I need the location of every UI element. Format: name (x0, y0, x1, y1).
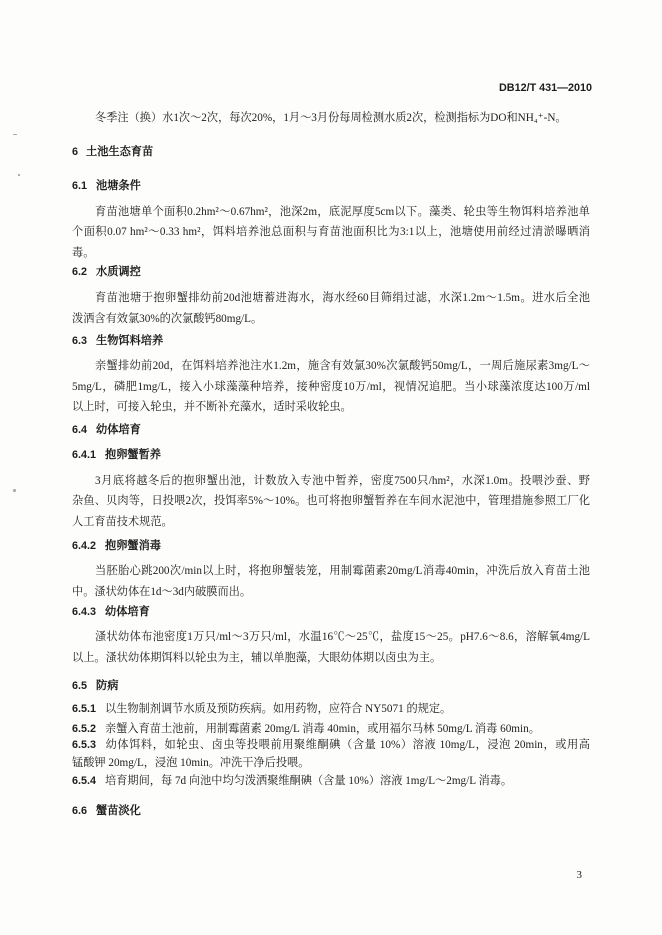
section-6-2-heading (72, 264, 590, 280)
section-title: 幼体培育 (105, 605, 150, 618)
standard-code-header: DB12/T 431—2010 (498, 82, 592, 94)
paragraph-line: 育苗池塘于抱卵蟹排幼前20d池塘蓄进海水，海水经60目筛绢过滤，水深1.2m～1.5m。进水后全池 (95, 292, 590, 304)
clause-6-5-3 (72, 737, 590, 753)
paragraph-line: 亲蟹排幼前20d，在饵料培养池注水1.2m，施含有效氯30%次氯酸钙50mg/L，一周后施尿素3mg/L～ (95, 360, 590, 372)
paragraph-line: 育苗池塘单个面积0.2hm²～0.67hm²，池深2m，底泥厚度5cm以下。藻类、轮虫等生物饵料培养池单 (95, 206, 590, 218)
clause-6-5-1 (72, 701, 590, 717)
paragraph-line: 以上时，可接入轮虫，并不断补充藻水，适时采收轮虫。 (72, 401, 352, 413)
clause-6-5-4 (72, 773, 590, 789)
scan-speck (13, 489, 16, 492)
section-6-3-heading (72, 333, 590, 349)
section-title: 蟹苗淡化 (96, 804, 141, 817)
section-6-4-1-heading (72, 447, 590, 463)
paragraph-line: 3月底将越冬后的抱卵蟹出池，计数放入专池中暂养，密度7500只/hm²，水深1.0m。投喂沙蚕、野 (95, 475, 590, 487)
paragraph-line: 以上。溞状幼体期饵料以轮虫为主，辅以单胞藻，大眼幼体期以卤虫为主。 (72, 652, 442, 664)
section-title: 幼体培育 (96, 423, 141, 436)
section-title: 池塘条件 (96, 179, 141, 192)
paragraph-line: 毒。 (72, 247, 95, 259)
section-6-6-heading (72, 803, 590, 819)
section-number: 6.1 (72, 180, 88, 192)
paragraph-line: 人工育苗技术规范。 (72, 516, 173, 528)
section-number: 6 (72, 146, 79, 158)
section-number: 6.3 (72, 335, 88, 347)
section-6-1-heading (72, 178, 590, 194)
paragraph-line: 溞状幼体布池密度1万只/ml～3万只/ml，水温16℃～25℃，盐度15～25。pH7.6～8.6，溶解氧4mg/L (95, 631, 590, 643)
section-number: 6.5 (72, 680, 88, 692)
paragraph-line: 个面积0.07 hm²～0.33 hm²，饵料培养池总面积与育苗池面积比为3:1以上，池塘使用前经过清淤曝晒消 (72, 226, 590, 238)
clause-text: 以生物制剂调节水质及预防疾病。如用药物，应符合 NY5071 的规定。 (105, 703, 452, 715)
section-title: 防病 (96, 679, 119, 692)
clause-number: 6.5.3 (72, 739, 97, 751)
section-number: 6.4.3 (72, 606, 97, 618)
section-title: 抱卵蟹消毒 (105, 539, 161, 552)
section-6-4-2-heading (72, 538, 590, 554)
scan-speck (13, 134, 17, 135)
intro-paragraph-line: 冬季注（换）水1次～2次，每次20%，1月～3月份每周检测水质2次，检测指标为DO和NH₄⁺-N。 (95, 112, 567, 124)
section-6-4-3-heading (72, 604, 590, 620)
paragraph-line: 泼洒含有效氯30%的次氯酸钙80mg/L。 (72, 313, 263, 325)
section-6-5-heading (72, 678, 590, 694)
section-6-4-heading (72, 422, 590, 438)
clause-number: 6.5.4 (72, 775, 97, 787)
section-number: 6.4 (72, 424, 88, 436)
section-6-heading (72, 144, 590, 160)
section-title: 生物饵料培养 (96, 334, 164, 347)
section-title: 抱卵蟹暂养 (105, 448, 161, 461)
scan-speck (18, 174, 20, 176)
section-title: 土池生态育苗 (86, 145, 154, 158)
page-number: 3 (576, 869, 582, 881)
clause-text: 幼体饵料，如轮虫、卤虫等投喂前用聚维酮碘（含量 10%）溶液 10mg/L，浸泡 20min，或用高 (105, 739, 590, 751)
clause-6-5-3-continuation: 锰酸钾 20mg/L，浸泡 10min。冲洗干净后投喂。 (72, 757, 310, 769)
clause-6-5-2 (72, 721, 590, 737)
paragraph-line: 杂鱼、贝肉等，日投喂2次，投饵率5%～10%。也可将抱卵蟹暂养在车间水泥池中，管理措施参照工厂化 (72, 495, 590, 507)
clause-text: 亲蟹入育苗土池前，用制霉菌素 20mg/L 消毒 40min，或用福尔马林 50mg/L 消毒 60min。 (105, 723, 540, 735)
clause-number: 6.5.1 (72, 703, 97, 715)
section-title: 水质调控 (96, 265, 141, 278)
section-number: 6.2 (72, 266, 88, 278)
paragraph-line: 当胚胎心跳200次/min以上时，将抱卵蟹装笼，用制霉菌素20mg/L消毒40min，冲洗后放入育苗土池 (95, 565, 590, 577)
clause-number: 6.5.2 (72, 723, 97, 735)
section-number: 6.4.1 (72, 449, 97, 461)
section-number: 6.4.2 (72, 540, 97, 552)
clause-text: 培育期间，每 7d 向池中均匀泼洒聚维酮碘（含量 10%）溶液 1mg/L～2mg/L 消毒。 (105, 775, 513, 787)
paragraph-line: 5mg/L，磷肥1mg/L，接入小球藻藻种培养，接种密度10万/ml，视情况追肥。当小球藻浓度达100万/ml (72, 381, 590, 393)
paragraph-line: 中。溞状幼体在1d～3d内破膜而出。 (72, 586, 252, 598)
section-number: 6.6 (72, 805, 88, 817)
